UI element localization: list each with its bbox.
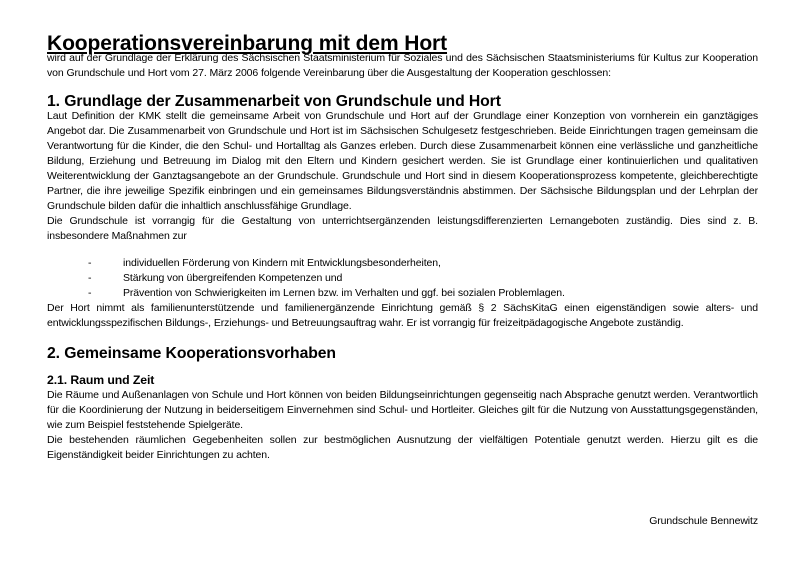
section-1-heading: 1. Grundlage der Zusammenarbeit von Grundschule und Hort [47, 93, 501, 110]
list-item-text: Prävention von Schwierigkeiten im Lernen bzw. im Verhalten und ggf. bei sozialen Problemlagen. [123, 287, 565, 299]
dash-bullet-marker: - [88, 287, 92, 299]
dash-bullet-marker: - [88, 257, 92, 269]
section-1-paragraph-1: Laut Definition der KMK stellt die gemeinsame Arbeit von Grundschule und Hort auf der Grundlage einer Konzeption von vornherein ein ganztägiges Angebot dar. Die Zusammenarbeit von Grundschule und Hort ist im Sächsischen Schulgesetz festgeschrieben. Beide Einrichtungen tragen gemeinsam die Verantwortung für die Kinder, die den Schul- und Hortalltag als Ganzes erleben. Durch diese Zusammenarbeit können eine verlässliche und ganzheitliche Bildung, Erziehung und Betreuung im Dialog mit den Eltern und Kindern gesichert werden. Sie ist Grundlage einer kontinuierlichen und qualitativen Weiterentwicklung der Ganztagsangebote an der Grundschule. Grundschule und Hort sind in diesem Kooperationsprozess kompetente, gleichberechtigte Partner, die ihre jeweilige Spezifik einbringen und ein gemeinsames Bildungsverständnis abstimmen. Der Sächsische Bildungsplan und der Lehrplan der Grundschule bilden dafür die inhaltlich anschlussfähige Grundlage. [47, 110, 758, 212]
dash-bullet-marker: - [88, 272, 92, 284]
footer-school-name: Grundschule Bennewitz [649, 515, 758, 527]
list-item [47, 271, 758, 286]
section-2-heading: 2. Gemeinsame Kooperationsvorhaben [47, 345, 336, 362]
intro-paragraph: wird auf der Grundlage der Erklärung des Sächsischen Staatsministerium für Soziales und des Sächsischen Staatsministeriums für Kultus zur Kooperation von Grundschule und Hort vom 27. März 2006 folgende Vereinbarung über die Ausgestaltung der Kooperation geschlossen: [47, 52, 758, 79]
section-2-1-paragraph-2: Die bestehenden räumlichen Gegebenheiten sollen zur bestmöglichen Ausnutzung der vielfältigen Potentiale genutzt werden. Hierzu gilt es die Eigenständigkeit beider Einrichtungen zu achten. [47, 434, 758, 461]
list-item-text: Stärkung von übergreifenden Kompetenzen und [123, 272, 343, 284]
section-2-1-paragraph-1: Die Räume und Außenanlagen von Schule und Hort können von beiden Bildungseinrichtungen gegenseitig nach Absprache genutzt werden. Verantwortlich für die Koordinierung der Nutzung in beiderseitigem Einvernehmen sind Schul- und Hortleiter. Gleiches gilt für die Nutzung von Ausstattungsgegenständen, wie zum Beispiel feststehende Spielgeräte. [47, 389, 758, 431]
list-item [47, 256, 758, 271]
section-1-paragraph-3: Der Hort nimmt als familienunterstützende und familienergänzende Einrichtung gemäß § 2 SächsKitaG einen eigenständigen sowie alters- und entwicklungsspezifischen Bildungs-, Erziehungs- und Betreuungsauftrag wahr. Er ist vorrangig für freizeitpädagogische Angebote zuständig. [47, 302, 758, 329]
section-1-paragraph-2: Die Grundschule ist vorrangig für die Gestaltung von unterrichtsergänzenden leistungsdifferenzierten Lernangeboten zuständig. Dies sind z. B. insbesondere Maßnahmen zur [47, 215, 758, 242]
list-item [47, 286, 758, 301]
document-title: Kooperationsvereinbarung mit dem Hort [47, 32, 448, 55]
list-item-text: individuellen Förderung von Kindern mit Entwicklungsbesonderheiten, [123, 257, 441, 269]
section-2-1-heading: 2.1. Raum und Zeit [47, 373, 155, 387]
bullet-list [47, 256, 758, 301]
